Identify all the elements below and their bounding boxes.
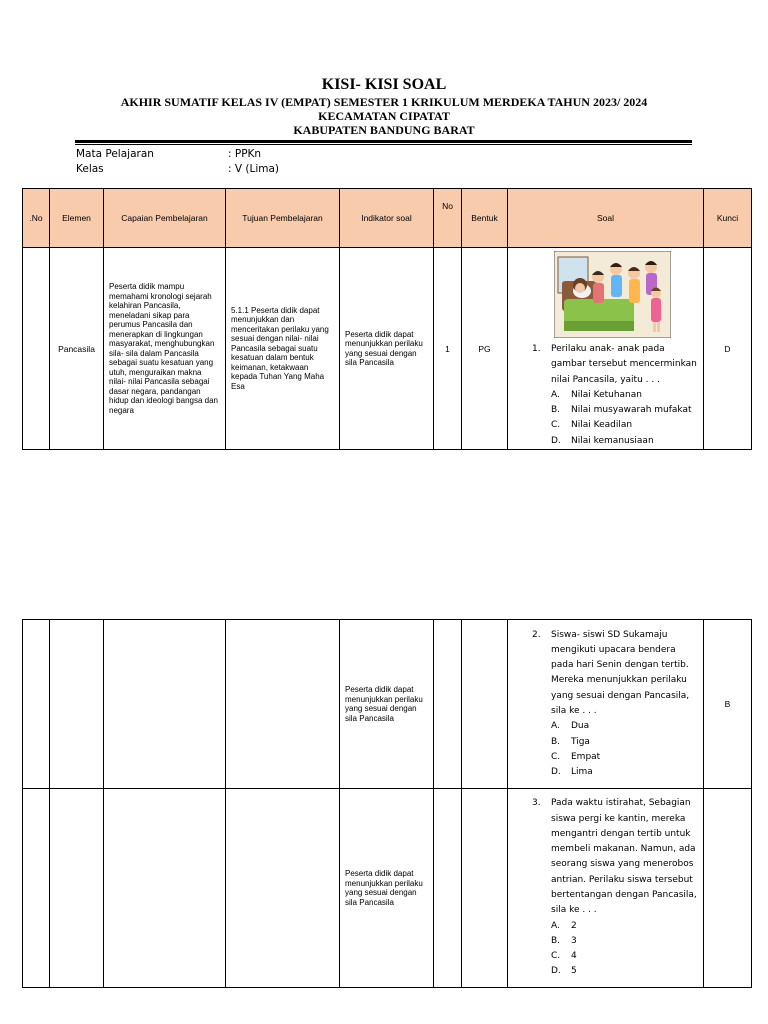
option-text: Lima <box>571 767 593 778</box>
option-text: Nilai kemanusiaan <box>571 435 654 446</box>
cell-no <box>23 789 50 988</box>
header-soal: Soal <box>508 189 704 248</box>
grid-table-continued <box>22 619 752 988</box>
cell-soal <box>508 620 704 789</box>
cell-kunci: B <box>704 620 752 789</box>
cell-nomor <box>434 789 462 988</box>
cell-bentuk: PG <box>462 248 508 450</box>
question-3 <box>508 796 703 918</box>
header-capaian: Capaian Pembelajaran <box>104 189 226 248</box>
table-row <box>23 789 752 988</box>
header-kunci: Kunci <box>704 189 752 248</box>
question-text: Perilaku anak- anak pada gambar tersebut mencerminkan nilai Pancasila, yaitu . . . <box>551 344 697 385</box>
option-text: 4 <box>571 951 577 962</box>
header-no: .No <box>23 189 50 248</box>
cell-kunci: D <box>704 248 752 450</box>
header-tujuan: Tujuan Pembelajaran <box>226 189 340 248</box>
cell-indikator: Peserta didik dapat menunjukkan perilaku yang sesuai dengan sila Pancasila <box>340 789 434 988</box>
children-visiting-sick-friend-illustration <box>554 251 671 338</box>
cell-elemen: Pancasila <box>50 248 104 450</box>
subject-value: : PPKn <box>228 148 262 160</box>
answer-option <box>551 719 703 734</box>
option-letter: D. <box>551 767 561 778</box>
cell-bentuk <box>462 620 508 789</box>
option-text: Dua <box>571 721 590 732</box>
answer-option <box>551 434 703 449</box>
option-text: Nilai Keadilan <box>571 420 633 431</box>
option-letter: D. <box>551 966 561 977</box>
question-number: 1. <box>532 344 541 354</box>
option-text: 5 <box>571 966 577 977</box>
option-text: Nilai musyawarah mufakat <box>571 405 692 416</box>
answer-options <box>508 919 703 980</box>
document-title: KISI- KISI SOAL <box>321 76 447 93</box>
district-line: KECAMATAN CIPATAT <box>318 109 450 123</box>
answer-option <box>551 765 703 780</box>
option-text: 2 <box>571 920 577 931</box>
cell-soal <box>508 248 704 450</box>
cell-indikator: Peserta didik dapat menunjukkan perilaku yang sesuai dengan sila Pancasila <box>340 248 434 450</box>
header-bentuk: Bentuk <box>462 189 508 248</box>
table-header-row <box>23 189 752 248</box>
answer-option <box>551 418 703 433</box>
cell-capaian: Peserta didik mampu memahami kronologi sejarah kelahiran Pancasila, meneladani sikap para perumus Pancasila dan menerapkan di lingkungan masyarakat, menghubungkan sila- sila dalam Pancasila sebagai suatu kesatuan yang utuh, menguraikan makna nilai- nilai Pancasila sebagai dasar negara, pandangan hidup dan ideologi bangsa dan negara <box>104 248 226 450</box>
option-letter: C. <box>551 951 561 962</box>
subject-label: Mata Pelajaran <box>76 148 154 160</box>
option-text: 3 <box>571 935 577 946</box>
option-letter: D. <box>551 435 561 446</box>
cell-no <box>23 620 50 789</box>
cell-capaian <box>104 620 226 789</box>
table-row <box>23 620 752 789</box>
answer-options <box>508 719 703 780</box>
answer-option <box>551 934 703 949</box>
answer-option <box>551 964 703 979</box>
table-row <box>23 248 752 450</box>
document-subtitle: AKHIR SUMATIF KELAS IV (EMPAT) SEMESTER 1 KRIKULUM MERDEKA TAHUN 2023/ 2024 <box>120 95 648 109</box>
answer-option <box>551 919 703 934</box>
header-nomor: No <box>434 189 462 248</box>
option-text: Nilai Ketuhanan <box>571 389 642 400</box>
answer-option <box>551 403 703 418</box>
header-elemen: Elemen <box>50 189 104 248</box>
option-text: Empat <box>571 751 601 762</box>
header-rule-thin <box>75 144 692 145</box>
cell-nomor <box>434 620 462 789</box>
cell-soal <box>508 789 704 988</box>
question-number: 2. <box>532 629 541 640</box>
question-text: Pada waktu istirahat, Sebagian siswa pergi ke kantin, mereka mengantri dengan tertib untuk membeli makanan. Namun, ada seorang siswa yang menerobos antrian. Perilaku siswa tersebut bertentangan dengan Pancasila, sila ke . . . <box>551 798 697 916</box>
question-text: Siswa- siswi SD Sukamaju mengikuti upacara bendera pada hari Senin dengan tertib. Mereka menunjukkan perilaku yang sesuai dengan Pancasila, sila ke . . . <box>551 629 690 716</box>
option-letter: B. <box>551 935 561 946</box>
regency-line: KABUPATEN BANDUNG BARAT <box>293 123 475 137</box>
cell-tujuan <box>226 620 340 789</box>
answer-option <box>551 735 703 750</box>
cell-no <box>23 248 50 450</box>
answer-option <box>551 388 703 403</box>
cell-tujuan <box>226 789 340 988</box>
option-letter: A. <box>551 389 560 400</box>
answer-option <box>551 750 703 765</box>
question-1 <box>508 342 703 388</box>
option-text: Tiga <box>571 736 590 747</box>
cell-elemen <box>50 620 104 789</box>
header-indikator: Indikator soal <box>340 189 434 248</box>
cell-capaian <box>104 789 226 988</box>
header-rule-thick <box>75 140 692 143</box>
answer-options <box>508 388 703 449</box>
question-number: 3. <box>532 798 541 809</box>
cell-elemen <box>50 789 104 988</box>
option-letter: B. <box>551 405 561 416</box>
class-label: Kelas <box>76 163 104 175</box>
cell-kunci <box>704 789 752 988</box>
option-letter: A. <box>551 920 560 931</box>
option-letter: A. <box>551 721 560 732</box>
cell-indikator: Peserta didik dapat menunjukkan perilaku yang sesuai dengan sila Pancasila <box>340 620 434 789</box>
option-letter: C. <box>551 751 561 762</box>
cell-nomor: 1 <box>434 248 462 450</box>
option-letter: B. <box>551 736 561 747</box>
class-value: : V (Lima) <box>228 163 280 175</box>
cell-bentuk <box>462 789 508 988</box>
question-2 <box>508 628 703 720</box>
option-letter: C. <box>551 420 561 431</box>
answer-option <box>551 949 703 964</box>
cell-tujuan: 5.1.1 Peserta didik dapat menunjukkan dan menceritakan perilaku yang sesuai dengan nilai- nilai Pancasila sebagai suatu kesatuan dalam bentuk keimanan, ketakwaan kepada Tuhan Yang Maha Esa <box>226 248 340 450</box>
grid-table <box>22 188 752 450</box>
